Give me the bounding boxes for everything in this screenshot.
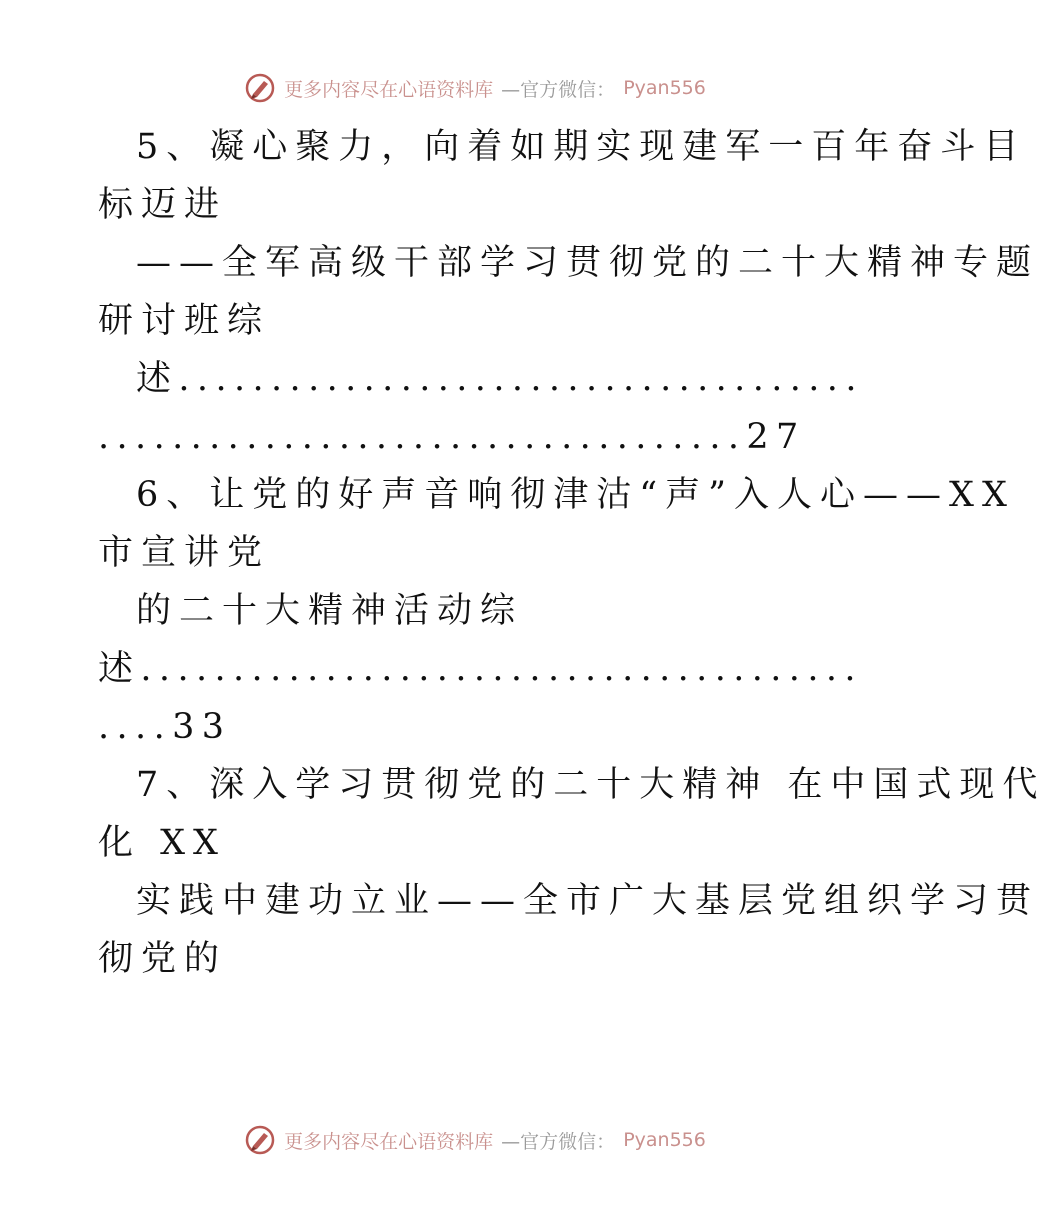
toc-entry-6-title-cont: 市宣讲党 [98,533,271,573]
toc-entry-6-page: ....33 [98,707,232,747]
footer-watermark [0,1124,950,1156]
watermark-separator: —官方微信： [501,78,616,101]
pen-logo-icon [244,72,276,104]
toc-entry-7-title-cont: 化 XX [98,823,226,863]
watermark-wechat-id: Pyan556 [623,1129,706,1151]
toc-entry-5-title: 5、凝心聚力，向着如期实现建军一百年奋斗目 [136,127,1027,167]
toc-entry-5-page: ...................................27 [98,417,806,457]
header-watermark [0,72,950,104]
toc-entry-7-subtitle: 实践中建功立业——全市广大基层党组织学习贯 [136,881,1040,921]
toc-entry-6-title: 6、让党的好声音响彻津沽“声”入人心——XX [136,475,1015,515]
watermark-text: 更多内容尽在心语资料库 [284,78,494,101]
toc-entry-5-leader: 述..................................... [136,359,864,399]
table-of-contents [98,118,1045,988]
toc-entry-6-subtitle: 的二十大精神活动综 [136,591,524,631]
toc-entry-5-subtitle-cont: 研讨班综 [98,301,271,341]
watermark-wechat-id: Pyan556 [623,77,706,99]
watermark-text: 更多内容尽在心语资料库 [284,1130,494,1153]
watermark-separator: —官方微信： [501,1130,616,1153]
toc-entry-5-title-cont: 标迈进 [98,185,228,225]
toc-entry-5-subtitle: ——全军高级干部学习贯彻党的二十大精神专题 [136,243,1040,283]
toc-entry-7-subtitle-cont: 彻党的 [98,939,228,979]
toc-entry-6-leader: 述....................................... [98,649,863,689]
pen-logo-icon [244,1124,276,1156]
toc-entry-7-title: 7、深入学习贯彻党的二十大精神 在中国式现代 [136,765,1045,805]
